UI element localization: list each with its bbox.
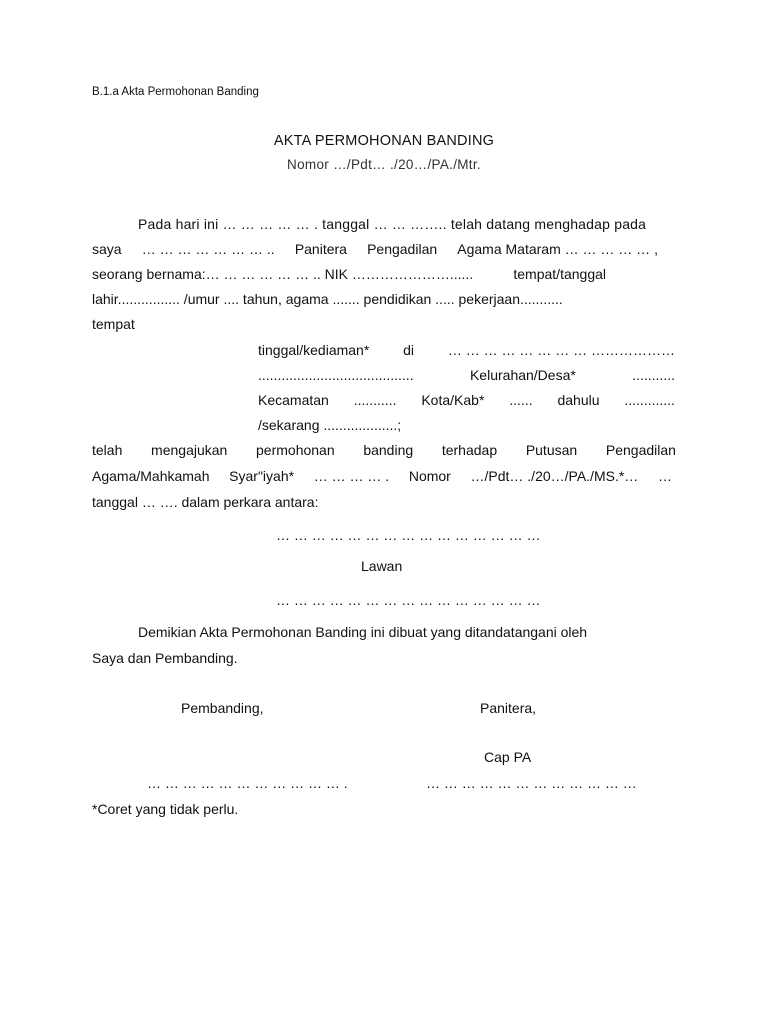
closing-line1: Demikian Akta Permohonan Banding ini dibuat yang ditandatangani oleh bbox=[138, 624, 588, 640]
para2-line2-part: Agama/Mahkamah bbox=[92, 468, 210, 484]
para2-line1-word: Pengadilan bbox=[605, 442, 676, 458]
para1-line2 bbox=[92, 241, 658, 257]
para2-line2 bbox=[92, 468, 672, 484]
para1-line2-word: … … … … … … … .. bbox=[141, 241, 275, 257]
form-code: B.1.a Akta Permohonan Banding bbox=[92, 86, 259, 98]
document-number: Nomor …/Pdt… ./20…/PA./Mtr. bbox=[287, 157, 481, 172]
address-row3-part: ............. bbox=[624, 392, 675, 408]
cap-pa-label: Cap PA bbox=[484, 749, 532, 765]
para1-line3 bbox=[92, 266, 606, 282]
address-row2-part: ........................................ bbox=[258, 367, 414, 383]
party-2-dots: … … … … … … … … … … … … … … … bbox=[276, 592, 541, 608]
para2-line3: tanggal … …. dalam perkara antara: bbox=[92, 494, 319, 510]
para2-line2-part: … … … … . bbox=[313, 468, 390, 484]
address-row3-part: Kota/Kab* bbox=[421, 392, 485, 408]
address-row3-part: ........... bbox=[353, 392, 397, 408]
signature-left-label: Pembanding, bbox=[181, 700, 264, 716]
para1-line2-word: Agama Mataram … … … … … , bbox=[457, 241, 658, 257]
party-1-dots: … … … … … … … … … … … … … … … bbox=[276, 527, 541, 543]
address-row3-part: ...... bbox=[509, 392, 533, 408]
para2-line1-word: telah bbox=[92, 442, 123, 458]
para2-line1-word: terhadap bbox=[441, 442, 498, 458]
para1-line2-word: Panitera bbox=[294, 241, 347, 257]
address-row2 bbox=[258, 367, 675, 383]
signature-right-label: Panitera, bbox=[480, 700, 537, 716]
address-row3-part: dahulu bbox=[557, 392, 600, 408]
para2-line1-word: banding bbox=[363, 442, 414, 458]
address-row1-part: tinggal/kediaman* bbox=[258, 342, 370, 358]
para2-line2-part: …/Pdt… ./20…/PA./MS.*… bbox=[470, 468, 639, 484]
address-row1-part: di bbox=[403, 342, 415, 358]
para2-line1 bbox=[92, 442, 676, 458]
lawan-label: Lawan bbox=[361, 558, 403, 574]
signature-left-dots: … … … … … … … … … … … . bbox=[147, 775, 348, 791]
address-row4: /sekarang ...................; bbox=[258, 417, 402, 433]
footnote: *Coret yang tidak perlu. bbox=[92, 801, 239, 817]
para1-line2-word: saya bbox=[92, 241, 122, 257]
address-row3-part: Kecamatan bbox=[258, 392, 329, 408]
para2-line1-word: mengajukan bbox=[151, 442, 228, 458]
address-row1 bbox=[258, 342, 675, 358]
para1-line4: lahir................ /umur .... tahun, agama ....... pendidikan ..... pekerjaan........... bbox=[92, 291, 563, 307]
para1-line3-part: seorang bernama:… … … … … … .. NIK …………………...... bbox=[92, 266, 474, 282]
para2-line1-word: Putusan bbox=[525, 442, 578, 458]
para1-line5: tempat bbox=[92, 316, 135, 332]
address-row2-part: Kelurahan/Desa* bbox=[469, 367, 576, 383]
document-title: AKTA PERMOHONAN BANDING bbox=[273, 133, 495, 149]
para2-line2-part: Syar"iyah* bbox=[229, 468, 295, 484]
para1-line2-word: Pengadilan bbox=[367, 241, 438, 257]
address-row1-part: … … … … … … … … ……………… bbox=[447, 342, 675, 358]
closing-line2: Saya dan Pembanding. bbox=[92, 650, 238, 666]
signature-right-dots: … … … … … … … … … … … … bbox=[426, 775, 637, 791]
para1-line1: Pada hari ini … … … … … . tanggal … … …….. telah datang menghadap pada bbox=[138, 216, 647, 232]
para1-line3-part: tempat/tanggal bbox=[513, 266, 606, 282]
address-row3 bbox=[258, 392, 675, 408]
para2-line2-part: Nomor bbox=[408, 468, 451, 484]
para2-line1-word: permohonan bbox=[256, 442, 335, 458]
address-row2-part: ........... bbox=[632, 367, 675, 383]
para2-line2-part: … bbox=[657, 468, 672, 484]
